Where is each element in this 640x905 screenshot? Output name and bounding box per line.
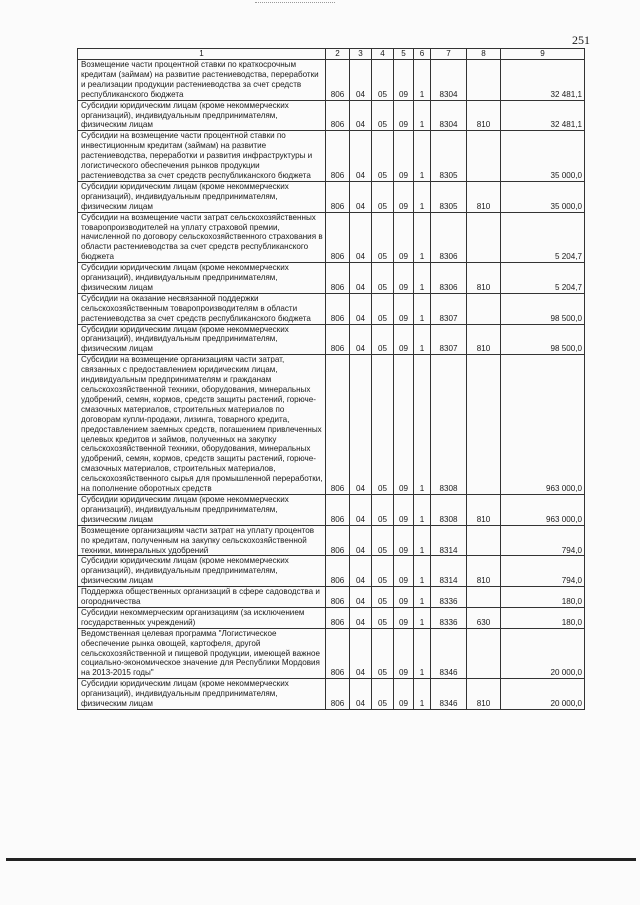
expense-type-cell: 810 (467, 494, 501, 525)
amount-cell: 32 481,1 (501, 100, 585, 131)
amount-cell: 963 000,0 (501, 355, 585, 495)
header-cell: 3 (350, 49, 372, 60)
code-admin-cell: 806 (326, 679, 350, 710)
table-row (78, 212, 585, 263)
amount-cell: 35 000,0 (501, 181, 585, 212)
code-subsection-cell: 05 (372, 60, 394, 101)
code-article-cell: 09 (394, 212, 414, 263)
code-subsection-cell: 05 (372, 131, 394, 182)
expense-type-cell: 810 (467, 100, 501, 131)
code-section-cell: 04 (350, 628, 372, 679)
code-sub-article-cell: 1 (414, 212, 431, 263)
row-name-cell: Ведомственная целевая программа "Логистическое обеспечение рынка овощей, картофеля, другой сельскохозяйственной и пищевой продукции, имеющей важное социально-экономическое значение для Республики Мордовия на 2013-2015 годы" (78, 628, 326, 679)
table-row (78, 100, 585, 131)
code-article-cell: 09 (394, 679, 414, 710)
row-name-cell: Субсидии юридическим лицам (кроме некоммерческих организаций), индивидуальным предпринимателям, физическим лицам (78, 679, 326, 710)
table-row (78, 679, 585, 710)
budget-table (77, 48, 585, 710)
code-sub-article-cell: 1 (414, 355, 431, 495)
row-name-cell: Поддержка общественных организаций в сфере садоводства и огородничества (78, 587, 326, 608)
code-admin-cell: 806 (326, 131, 350, 182)
code-section-cell: 04 (350, 324, 372, 355)
code-sub-article-cell: 1 (414, 181, 431, 212)
code-section-cell: 04 (350, 556, 372, 587)
amount-cell: 794,0 (501, 556, 585, 587)
amount-cell: 5 204,7 (501, 212, 585, 263)
code-item-cell: 8346 (431, 628, 467, 679)
header-cell: 9 (501, 49, 585, 60)
code-section-cell: 04 (350, 293, 372, 324)
code-article-cell: 09 (394, 355, 414, 495)
table-row (78, 494, 585, 525)
code-item-cell: 8304 (431, 100, 467, 131)
code-article-cell: 09 (394, 556, 414, 587)
table-row (78, 324, 585, 355)
code-subsection-cell: 05 (372, 587, 394, 608)
row-name-cell: Субсидии юридическим лицам (кроме некоммерческих организаций), индивидуальным предпринимателям, физическим лицам (78, 556, 326, 587)
table-row (78, 293, 585, 324)
code-article-cell: 09 (394, 525, 414, 556)
code-article-cell: 09 (394, 131, 414, 182)
code-admin-cell: 806 (326, 212, 350, 263)
code-admin-cell: 806 (326, 293, 350, 324)
expense-type-cell (467, 212, 501, 263)
expense-type-cell (467, 587, 501, 608)
expense-type-cell: 810 (467, 556, 501, 587)
code-article-cell: 09 (394, 293, 414, 324)
header-cell: 4 (372, 49, 394, 60)
amount-cell: 32 481,1 (501, 60, 585, 101)
amount-cell: 180,0 (501, 587, 585, 608)
code-subsection-cell: 05 (372, 212, 394, 263)
table-row (78, 131, 585, 182)
row-name-cell: Субсидии на оказание несвязанной поддержки сельскохозяйственным товаропроизводителям в области растениеводства за счет средств республиканского бюджета (78, 293, 326, 324)
row-name-cell: Возмещение части процентной ставки по краткосрочным кредитам (займам) на развитие растениеводства, переработки и реализации продукции растениеводства за счет средств республиканского бюджета (78, 60, 326, 101)
code-sub-article-cell: 1 (414, 131, 431, 182)
table-row (78, 628, 585, 679)
code-item-cell: 8314 (431, 525, 467, 556)
code-subsection-cell: 05 (372, 355, 394, 495)
code-item-cell: 8346 (431, 679, 467, 710)
table-row (78, 60, 585, 101)
row-name-cell: Субсидии на возмещение части затрат сельскохозяйственных товаропроизводителей на уплату страховой премии, начисленной по договору сельскохозяйственного страхования в области растениеводства за счет средств республиканского бюджета (78, 212, 326, 263)
table-row (78, 525, 585, 556)
code-sub-article-cell: 1 (414, 494, 431, 525)
code-admin-cell: 806 (326, 556, 350, 587)
expense-type-cell: 810 (467, 679, 501, 710)
code-subsection-cell: 05 (372, 628, 394, 679)
amount-cell: 35 000,0 (501, 131, 585, 182)
scan-artifact (255, 2, 335, 4)
code-subsection-cell: 05 (372, 324, 394, 355)
code-subsection-cell: 05 (372, 494, 394, 525)
code-subsection-cell: 05 (372, 679, 394, 710)
code-subsection-cell: 05 (372, 607, 394, 628)
code-subsection-cell: 05 (372, 556, 394, 587)
header-cell: 2 (326, 49, 350, 60)
expense-type-cell (467, 355, 501, 495)
code-section-cell: 04 (350, 131, 372, 182)
code-section-cell: 04 (350, 607, 372, 628)
header-row (78, 49, 585, 60)
code-sub-article-cell: 1 (414, 263, 431, 294)
code-sub-article-cell: 1 (414, 525, 431, 556)
code-admin-cell: 806 (326, 587, 350, 608)
amount-cell: 963 000,0 (501, 494, 585, 525)
table-row (78, 181, 585, 212)
code-admin-cell: 806 (326, 60, 350, 101)
code-item-cell: 8308 (431, 494, 467, 525)
code-admin-cell: 806 (326, 324, 350, 355)
code-article-cell: 09 (394, 181, 414, 212)
amount-cell: 794,0 (501, 525, 585, 556)
code-admin-cell: 806 (326, 355, 350, 495)
code-sub-article-cell: 1 (414, 587, 431, 608)
code-sub-article-cell: 1 (414, 679, 431, 710)
code-article-cell: 09 (394, 607, 414, 628)
row-name-cell: Субсидии юридическим лицам (кроме некоммерческих организаций), индивидуальным предпринимателям, физическим лицам (78, 263, 326, 294)
code-sub-article-cell: 1 (414, 607, 431, 628)
code-subsection-cell: 05 (372, 181, 394, 212)
expense-type-cell: 810 (467, 263, 501, 294)
budget-body (78, 60, 585, 710)
row-name-cell: Субсидии юридическим лицам (кроме некоммерческих организаций), индивидуальным предпринимателям, физическим лицам (78, 100, 326, 131)
code-section-cell: 04 (350, 100, 372, 131)
row-name-cell: Субсидии юридическим лицам (кроме некоммерческих организаций), индивидуальным предпринимателям, физическим лицам (78, 181, 326, 212)
expense-type-cell (467, 628, 501, 679)
code-subsection-cell: 05 (372, 100, 394, 131)
row-name-cell: Субсидии юридическим лицам (кроме некоммерческих организаций), индивидуальным предпринимателям, физическим лицам (78, 324, 326, 355)
code-section-cell: 04 (350, 525, 372, 556)
code-section-cell: 04 (350, 494, 372, 525)
expense-type-cell (467, 525, 501, 556)
amount-cell: 98 500,0 (501, 293, 585, 324)
code-admin-cell: 806 (326, 181, 350, 212)
code-item-cell: 8307 (431, 324, 467, 355)
code-sub-article-cell: 1 (414, 556, 431, 587)
row-name-cell: Субсидии юридическим лицам (кроме некоммерческих организаций), индивидуальным предпринимателям, физическим лицам (78, 494, 326, 525)
code-item-cell: 8308 (431, 355, 467, 495)
code-sub-article-cell: 1 (414, 324, 431, 355)
code-article-cell: 09 (394, 628, 414, 679)
code-subsection-cell: 05 (372, 525, 394, 556)
code-section-cell: 04 (350, 355, 372, 495)
expense-type-cell (467, 60, 501, 101)
page-bottom-rule (6, 858, 636, 861)
code-article-cell: 09 (394, 324, 414, 355)
code-admin-cell: 806 (326, 263, 350, 294)
page-number: 251 (572, 33, 590, 47)
table-row (78, 587, 585, 608)
code-subsection-cell: 05 (372, 293, 394, 324)
amount-cell: 20 000,0 (501, 679, 585, 710)
code-item-cell: 8314 (431, 556, 467, 587)
code-section-cell: 04 (350, 587, 372, 608)
code-item-cell: 8336 (431, 587, 467, 608)
code-item-cell: 8304 (431, 60, 467, 101)
table-row (78, 556, 585, 587)
table-row (78, 263, 585, 294)
code-article-cell: 09 (394, 60, 414, 101)
code-article-cell: 09 (394, 263, 414, 294)
code-item-cell: 8306 (431, 212, 467, 263)
code-article-cell: 09 (394, 100, 414, 131)
code-admin-cell: 806 (326, 100, 350, 131)
code-item-cell: 8305 (431, 131, 467, 182)
code-item-cell: 8306 (431, 263, 467, 294)
code-admin-cell: 806 (326, 494, 350, 525)
expense-type-cell: 810 (467, 324, 501, 355)
header-cell: 5 (394, 49, 414, 60)
table-row (78, 607, 585, 628)
amount-cell: 20 000,0 (501, 628, 585, 679)
code-admin-cell: 806 (326, 628, 350, 679)
row-name-cell: Субсидии некоммерческим организациям (за исключением государственных учреждений) (78, 607, 326, 628)
amount-cell: 98 500,0 (501, 324, 585, 355)
code-subsection-cell: 05 (372, 263, 394, 294)
code-section-cell: 04 (350, 263, 372, 294)
expense-type-cell (467, 131, 501, 182)
table-row (78, 355, 585, 495)
code-sub-article-cell: 1 (414, 293, 431, 324)
expense-type-cell: 810 (467, 181, 501, 212)
code-sub-article-cell: 1 (414, 628, 431, 679)
code-item-cell: 8307 (431, 293, 467, 324)
code-article-cell: 09 (394, 587, 414, 608)
code-item-cell: 8336 (431, 607, 467, 628)
row-name-cell: Возмещение организациям части затрат на уплату процентов по кредитам, полученным на закупку сельскохозяйственной техники, минеральных удобрений (78, 525, 326, 556)
code-admin-cell: 806 (326, 525, 350, 556)
code-sub-article-cell: 1 (414, 100, 431, 131)
row-name-cell: Субсидии на возмещение части процентной ставки по инвестиционным кредитам (займам) на развитие растениеводства, переработки и развития инфраструктуры и логистического обеспечения рынков продукции растениеводства за счет средств республиканского бюджета (78, 131, 326, 182)
expense-type-cell (467, 293, 501, 324)
amount-cell: 5 204,7 (501, 263, 585, 294)
code-section-cell: 04 (350, 181, 372, 212)
expense-type-cell: 630 (467, 607, 501, 628)
code-item-cell: 8305 (431, 181, 467, 212)
code-admin-cell: 806 (326, 607, 350, 628)
row-name-cell: Субсидии на возмещение организациям части затрат, связанных с предоставлением юридическим лицам, индивидуальным предпринимателям и гражданам сельскохозяйственной техники, оборудования, минеральных удобрений, семян, кормов, средств защиты растений, горюче-смазочных материалов, строительных материалов по договорам купли-продажи, лизинга, товарного кредита, предоставлением заемных средств, погашением привлеченных целевых кредитов и займов, полученных на закупку сельскохозяйственной техники, оборудования, минеральных удобрений, семян, кормов, средств защиты растений, горюче-смазочных материалов, строительных материалов, сельскохозяйственного сырья для промышленной переработки, на пополнение оборотных средств (78, 355, 326, 495)
header-cell: 7 (431, 49, 467, 60)
header-cell: 8 (467, 49, 501, 60)
header-cell: 6 (414, 49, 431, 60)
code-section-cell: 04 (350, 679, 372, 710)
code-sub-article-cell: 1 (414, 60, 431, 101)
budget-sheet (77, 48, 585, 710)
code-section-cell: 04 (350, 212, 372, 263)
code-article-cell: 09 (394, 494, 414, 525)
header-cell: 1 (78, 49, 326, 60)
code-section-cell: 04 (350, 60, 372, 101)
amount-cell: 180,0 (501, 607, 585, 628)
